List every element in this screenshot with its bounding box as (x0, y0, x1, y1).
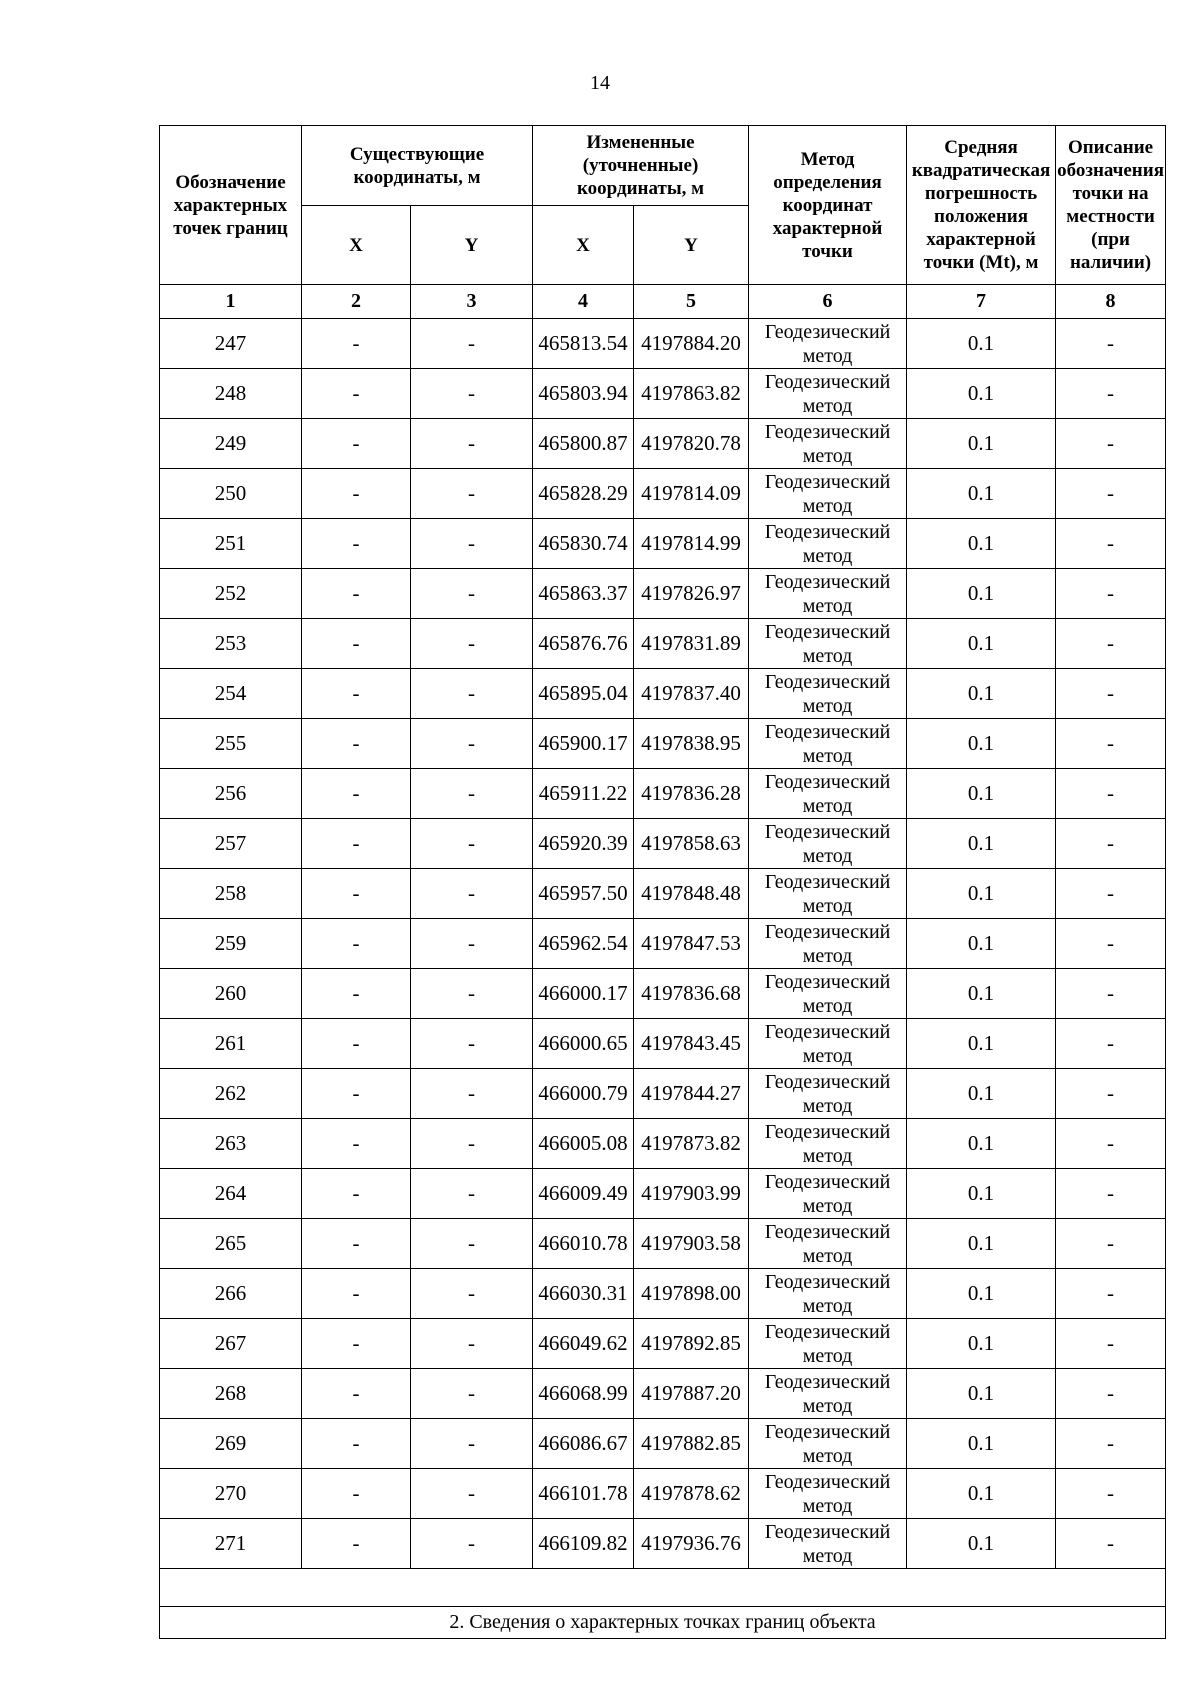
description-cell: - (1056, 969, 1166, 1019)
existing-x-cell: - (302, 419, 411, 469)
point-number-cell: 271 (160, 1519, 302, 1569)
existing-y-cell: - (411, 1319, 533, 1369)
error-cell: 0.1 (907, 619, 1056, 669)
method-cell: Геодезический метод (749, 619, 907, 669)
table-row (160, 619, 1166, 669)
method-cell: Геодезический метод (749, 1069, 907, 1119)
table-row (160, 1219, 1166, 1269)
column-number: 5 (634, 285, 749, 319)
description-cell: - (1056, 1469, 1166, 1519)
changed-x-cell: 466109.82 (533, 1519, 634, 1569)
existing-x-cell: - (302, 1219, 411, 1269)
description-cell: - (1056, 769, 1166, 819)
error-cell: 0.1 (907, 1419, 1056, 1469)
changed-y-cell: 4197837.40 (634, 669, 749, 719)
existing-x-cell: - (302, 469, 411, 519)
error-cell: 0.1 (907, 1119, 1056, 1169)
existing-y-cell: - (411, 1169, 533, 1219)
error-cell: 0.1 (907, 569, 1056, 619)
existing-x-cell: - (302, 1019, 411, 1069)
error-cell: 0.1 (907, 519, 1056, 569)
existing-x-cell: - (302, 919, 411, 969)
changed-y-cell: 4197844.27 (634, 1069, 749, 1119)
description-cell: - (1056, 569, 1166, 619)
method-cell: Геодезический метод (749, 569, 907, 619)
point-number-cell: 253 (160, 619, 302, 669)
point-number-cell: 260 (160, 969, 302, 1019)
existing-y-cell: - (411, 1119, 533, 1169)
existing-x-cell: - (302, 969, 411, 1019)
header-changed-x: X (533, 206, 634, 285)
existing-y-cell: - (411, 1019, 533, 1069)
existing-y-cell: - (411, 519, 533, 569)
changed-y-cell: 4197882.85 (634, 1419, 749, 1469)
changed-x-cell: 466086.67 (533, 1419, 634, 1469)
point-number-cell: 252 (160, 569, 302, 619)
section-caption-row (160, 1607, 1166, 1639)
table-row (160, 1469, 1166, 1519)
table-row (160, 1119, 1166, 1169)
changed-y-cell: 4197820.78 (634, 419, 749, 469)
method-cell: Геодезический метод (749, 1269, 907, 1319)
description-cell: - (1056, 619, 1166, 669)
existing-y-cell: - (411, 369, 533, 419)
changed-y-cell: 4197836.28 (634, 769, 749, 819)
changed-y-cell: 4197887.20 (634, 1369, 749, 1419)
existing-x-cell: - (302, 669, 411, 719)
description-cell: - (1056, 1169, 1166, 1219)
point-number-cell: 247 (160, 319, 302, 369)
table-row (160, 819, 1166, 869)
error-cell: 0.1 (907, 769, 1056, 819)
existing-y-cell: - (411, 1369, 533, 1419)
table-row (160, 319, 1166, 369)
method-cell: Геодезический метод (749, 669, 907, 719)
description-cell: - (1056, 1219, 1166, 1269)
table-header (160, 126, 1166, 319)
point-number-cell: 266 (160, 1269, 302, 1319)
description-cell: - (1056, 369, 1166, 419)
description-cell: - (1056, 819, 1166, 869)
description-cell: - (1056, 1419, 1166, 1469)
changed-y-cell: 4197847.53 (634, 919, 749, 969)
method-cell: Геодезический метод (749, 369, 907, 419)
existing-x-cell: - (302, 319, 411, 369)
description-cell: - (1056, 419, 1166, 469)
changed-x-cell: 465863.37 (533, 569, 634, 619)
changed-x-cell: 466030.31 (533, 1269, 634, 1319)
changed-x-cell: 465803.94 (533, 369, 634, 419)
error-cell: 0.1 (907, 1469, 1056, 1519)
changed-x-cell: 465830.74 (533, 519, 634, 569)
error-cell: 0.1 (907, 369, 1056, 419)
changed-y-cell: 4197814.99 (634, 519, 749, 569)
header-mean-square-error: Средняя квадратическая погрешность положения характерной точки (Mt), м (907, 126, 1056, 285)
existing-x-cell: - (302, 769, 411, 819)
point-number-cell: 256 (160, 769, 302, 819)
error-cell: 0.1 (907, 469, 1056, 519)
table-row (160, 969, 1166, 1019)
point-number-cell: 251 (160, 519, 302, 569)
error-cell: 0.1 (907, 669, 1056, 719)
changed-x-cell: 466005.08 (533, 1119, 634, 1169)
changed-x-cell: 466049.62 (533, 1319, 634, 1369)
point-number-cell: 249 (160, 419, 302, 469)
existing-y-cell: - (411, 1469, 533, 1519)
column-number: 2 (302, 285, 411, 319)
point-number-cell: 264 (160, 1169, 302, 1219)
method-cell: Геодезический метод (749, 1469, 907, 1519)
changed-y-cell: 4197903.99 (634, 1169, 749, 1219)
error-cell: 0.1 (907, 869, 1056, 919)
boundary-points-table (159, 125, 1166, 1639)
existing-y-cell: - (411, 719, 533, 769)
changed-x-cell: 465800.87 (533, 419, 634, 469)
table-row (160, 1319, 1166, 1369)
existing-y-cell: - (411, 769, 533, 819)
existing-x-cell: - (302, 569, 411, 619)
header-existing-x: X (302, 206, 411, 285)
error-cell: 0.1 (907, 719, 1056, 769)
changed-x-cell: 465957.50 (533, 869, 634, 919)
error-cell: 0.1 (907, 1019, 1056, 1069)
changed-x-cell: 465900.17 (533, 719, 634, 769)
method-cell: Геодезический метод (749, 419, 907, 469)
table-row (160, 1169, 1166, 1219)
point-number-cell: 270 (160, 1469, 302, 1519)
header-method: Метод определения координат характерной точки (749, 126, 907, 285)
existing-x-cell: - (302, 869, 411, 919)
method-cell: Геодезический метод (749, 819, 907, 869)
changed-y-cell: 4197873.82 (634, 1119, 749, 1169)
method-cell: Геодезический метод (749, 1319, 907, 1369)
error-cell: 0.1 (907, 819, 1056, 869)
header-point-designation: Обозначение характерных точек границ (160, 126, 302, 285)
table-row (160, 1069, 1166, 1119)
changed-x-cell: 465828.29 (533, 469, 634, 519)
point-number-cell: 268 (160, 1369, 302, 1419)
changed-y-cell: 4197826.97 (634, 569, 749, 619)
existing-x-cell: - (302, 519, 411, 569)
changed-x-cell: 465895.04 (533, 669, 634, 719)
table-row (160, 369, 1166, 419)
table-row (160, 419, 1166, 469)
changed-y-cell: 4197903.58 (634, 1219, 749, 1269)
empty-cell (160, 1569, 1166, 1607)
error-cell: 0.1 (907, 1269, 1056, 1319)
changed-y-cell: 4197843.45 (634, 1019, 749, 1069)
method-cell: Геодезический метод (749, 1519, 907, 1569)
method-cell: Геодезический метод (749, 919, 907, 969)
changed-x-cell: 465813.54 (533, 319, 634, 369)
description-cell: - (1056, 1069, 1166, 1119)
table-row (160, 1269, 1166, 1319)
header-changed-coordinates: Измененные (уточненные) координаты, м (533, 126, 749, 206)
point-number-cell: 257 (160, 819, 302, 869)
point-number-cell: 250 (160, 469, 302, 519)
existing-y-cell: - (411, 1419, 533, 1469)
existing-x-cell: - (302, 1269, 411, 1319)
description-cell: - (1056, 1119, 1166, 1169)
error-cell: 0.1 (907, 969, 1056, 1019)
existing-y-cell: - (411, 819, 533, 869)
changed-x-cell: 466009.49 (533, 1169, 634, 1219)
changed-y-cell: 4197848.48 (634, 869, 749, 919)
column-number: 7 (907, 285, 1056, 319)
error-cell: 0.1 (907, 419, 1056, 469)
existing-x-cell: - (302, 1369, 411, 1419)
changed-x-cell: 466000.17 (533, 969, 634, 1019)
existing-x-cell: - (302, 1069, 411, 1119)
existing-y-cell: - (411, 419, 533, 469)
error-cell: 0.1 (907, 1369, 1056, 1419)
changed-x-cell: 465962.54 (533, 919, 634, 969)
column-number: 6 (749, 285, 907, 319)
description-cell: - (1056, 1519, 1166, 1569)
changed-x-cell: 466010.78 (533, 1219, 634, 1269)
error-cell: 0.1 (907, 919, 1056, 969)
description-cell: - (1056, 869, 1166, 919)
changed-y-cell: 4197814.09 (634, 469, 749, 519)
header-description: Описание обозначения точки на местности (при наличии) (1056, 126, 1166, 285)
column-number: 8 (1056, 285, 1166, 319)
description-cell: - (1056, 519, 1166, 569)
table-body (160, 319, 1166, 1569)
method-cell: Геодезический метод (749, 319, 907, 369)
description-cell: - (1056, 1269, 1166, 1319)
existing-x-cell: - (302, 369, 411, 419)
existing-y-cell: - (411, 1269, 533, 1319)
table-row (160, 1419, 1166, 1469)
changed-x-cell: 465911.22 (533, 769, 634, 819)
description-cell: - (1056, 719, 1166, 769)
table-row (160, 469, 1166, 519)
method-cell: Геодезический метод (749, 1219, 907, 1269)
table-row (160, 869, 1166, 919)
method-cell: Геодезический метод (749, 1169, 907, 1219)
point-number-cell: 259 (160, 919, 302, 969)
table-row (160, 919, 1166, 969)
existing-y-cell: - (411, 319, 533, 369)
column-number: 3 (411, 285, 533, 319)
description-cell: - (1056, 319, 1166, 369)
method-cell: Геодезический метод (749, 969, 907, 1019)
point-number-cell: 269 (160, 1419, 302, 1469)
existing-x-cell: - (302, 1469, 411, 1519)
table-row (160, 719, 1166, 769)
error-cell: 0.1 (907, 1169, 1056, 1219)
changed-x-cell: 466000.79 (533, 1069, 634, 1119)
header-existing-y: Y (411, 206, 533, 285)
changed-y-cell: 4197863.82 (634, 369, 749, 419)
changed-x-cell: 465920.39 (533, 819, 634, 869)
point-number-cell: 254 (160, 669, 302, 719)
method-cell: Геодезический метод (749, 1369, 907, 1419)
changed-x-cell: 465876.76 (533, 619, 634, 669)
description-cell: - (1056, 669, 1166, 719)
description-cell: - (1056, 1319, 1166, 1369)
description-cell: - (1056, 1369, 1166, 1419)
error-cell: 0.1 (907, 319, 1056, 369)
point-number-cell: 248 (160, 369, 302, 419)
changed-x-cell: 466000.65 (533, 1019, 634, 1069)
header-existing-coordinates: Существующие координаты, м (302, 126, 533, 206)
existing-y-cell: - (411, 919, 533, 969)
description-cell: - (1056, 1019, 1166, 1069)
changed-y-cell: 4197831.89 (634, 619, 749, 669)
table-row (160, 1519, 1166, 1569)
table-row (160, 1369, 1166, 1419)
point-number-cell: 265 (160, 1219, 302, 1269)
method-cell: Геодезический метод (749, 869, 907, 919)
description-cell: - (1056, 919, 1166, 969)
point-number-cell: 263 (160, 1119, 302, 1169)
column-number: 1 (160, 285, 302, 319)
existing-x-cell: - (302, 1319, 411, 1369)
existing-y-cell: - (411, 569, 533, 619)
table-row (160, 769, 1166, 819)
changed-y-cell: 4197892.85 (634, 1319, 749, 1369)
header-changed-y: Y (634, 206, 749, 285)
table-row (160, 1019, 1166, 1069)
point-number-cell: 261 (160, 1019, 302, 1069)
existing-x-cell: - (302, 1119, 411, 1169)
changed-y-cell: 4197838.95 (634, 719, 749, 769)
method-cell: Геодезический метод (749, 769, 907, 819)
method-cell: Геодезический метод (749, 469, 907, 519)
section-caption: 2. Сведения о характерных точках границ объекта (160, 1607, 1166, 1639)
method-cell: Геодезический метод (749, 719, 907, 769)
error-cell: 0.1 (907, 1069, 1056, 1119)
changed-y-cell: 4197878.62 (634, 1469, 749, 1519)
table-row (160, 569, 1166, 619)
existing-y-cell: - (411, 619, 533, 669)
description-cell: - (1056, 469, 1166, 519)
error-cell: 0.1 (907, 1519, 1056, 1569)
existing-y-cell: - (411, 1519, 533, 1569)
existing-x-cell: - (302, 1169, 411, 1219)
existing-x-cell: - (302, 1419, 411, 1469)
existing-x-cell: - (302, 1519, 411, 1569)
point-number-cell: 258 (160, 869, 302, 919)
error-cell: 0.1 (907, 1219, 1056, 1269)
point-number-cell: 262 (160, 1069, 302, 1119)
column-number-row (160, 285, 1166, 319)
existing-y-cell: - (411, 1069, 533, 1119)
column-number: 4 (533, 285, 634, 319)
changed-y-cell: 4197858.63 (634, 819, 749, 869)
changed-y-cell: 4197936.76 (634, 1519, 749, 1569)
existing-y-cell: - (411, 869, 533, 919)
method-cell: Геодезический метод (749, 1419, 907, 1469)
method-cell: Геодезический метод (749, 519, 907, 569)
table-row (160, 519, 1166, 569)
table-row (160, 669, 1166, 719)
existing-x-cell: - (302, 819, 411, 869)
method-cell: Геодезический метод (749, 1119, 907, 1169)
changed-y-cell: 4197898.00 (634, 1269, 749, 1319)
existing-y-cell: - (411, 969, 533, 1019)
existing-y-cell: - (411, 469, 533, 519)
error-cell: 0.1 (907, 1319, 1056, 1369)
point-number-cell: 267 (160, 1319, 302, 1369)
page-number: 14 (590, 72, 610, 94)
existing-x-cell: - (302, 719, 411, 769)
empty-row (160, 1569, 1166, 1607)
existing-y-cell: - (411, 1219, 533, 1269)
point-number-cell: 255 (160, 719, 302, 769)
changed-x-cell: 466101.78 (533, 1469, 634, 1519)
changed-x-cell: 466068.99 (533, 1369, 634, 1419)
existing-x-cell: - (302, 619, 411, 669)
method-cell: Геодезический метод (749, 1019, 907, 1069)
changed-y-cell: 4197836.68 (634, 969, 749, 1019)
existing-y-cell: - (411, 669, 533, 719)
changed-y-cell: 4197884.20 (634, 319, 749, 369)
